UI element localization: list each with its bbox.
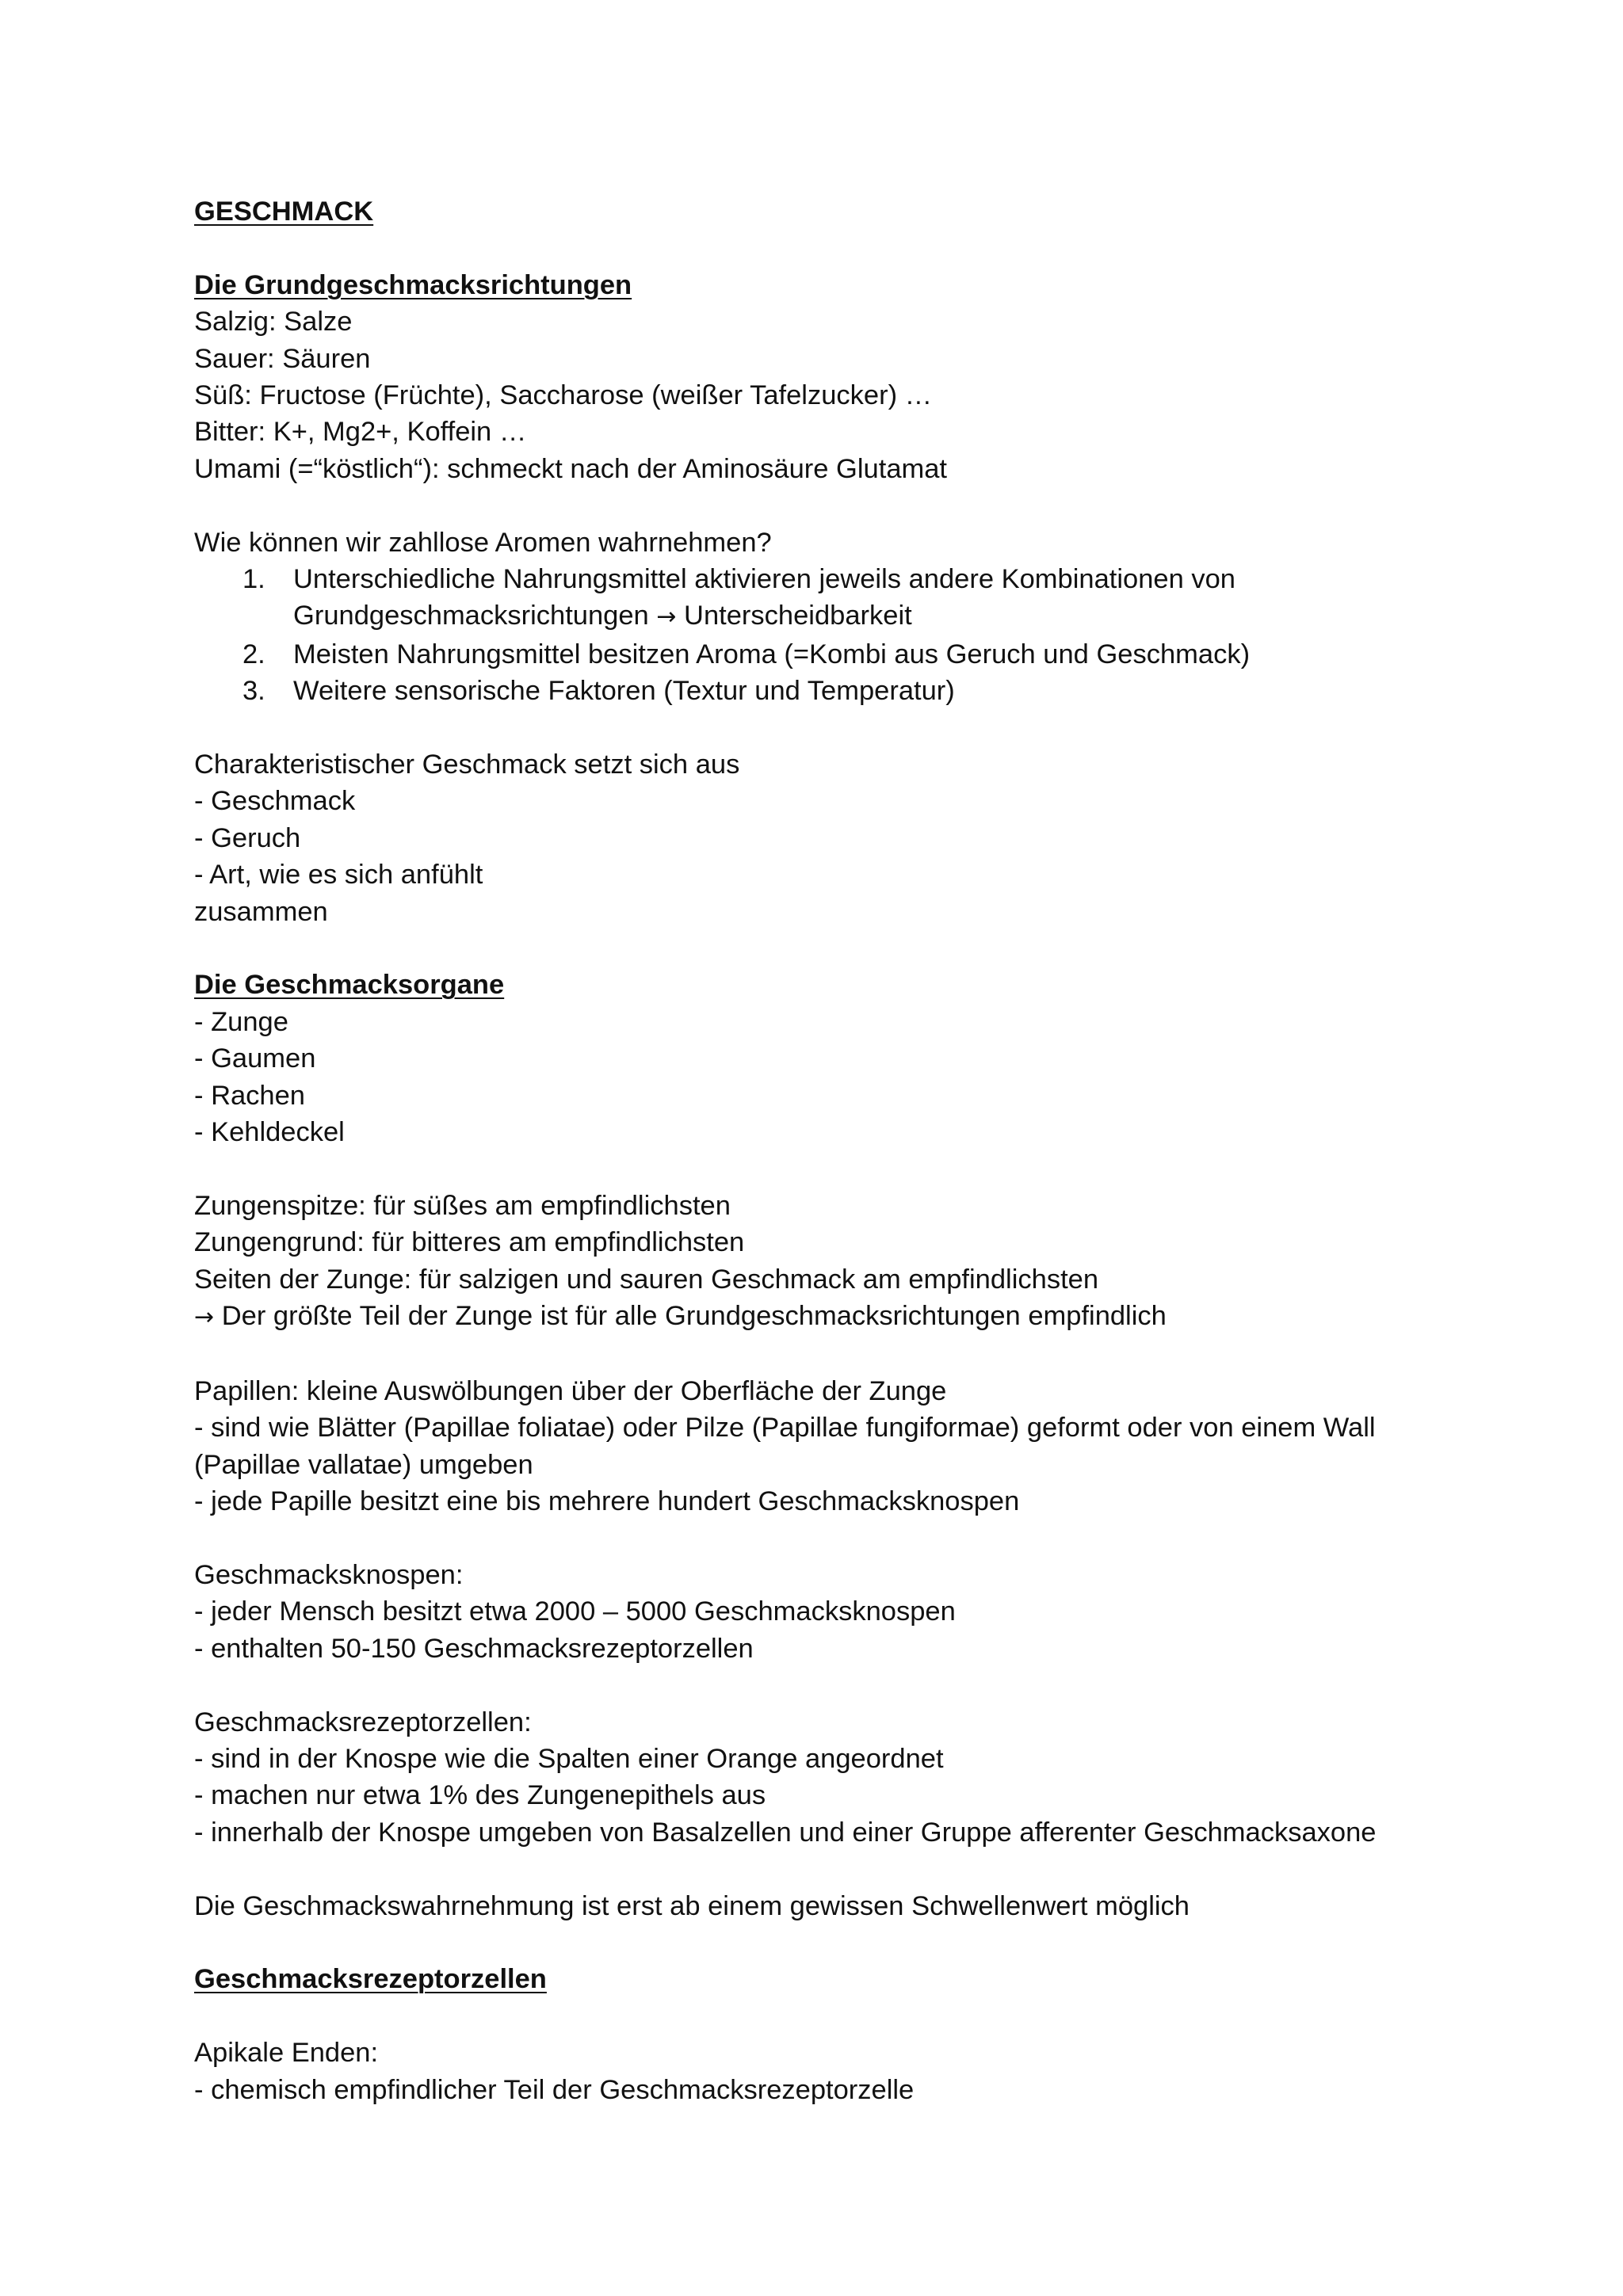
organ-item: - Rachen xyxy=(194,1080,305,1111)
numbered-list xyxy=(194,561,1430,710)
list-item-text: Unterschiedliche Nahrungsmittel aktivieren jeweils andere Kombinationen von Grundgeschmacksrichtungen xyxy=(293,564,1235,631)
spacer xyxy=(194,1337,1430,1373)
list-number: 1. xyxy=(242,564,265,595)
papillae-item: - sind wie Blätter (Papillae foliatae) oder Pilze (Papillae fungiformae) geformt oder von einem Wall (Papillae vallatae) umgeben xyxy=(194,1413,1376,1480)
arrow-right-icon: → xyxy=(656,603,677,631)
tongue-region-line: Seiten der Zunge: für salzigen und sauren Geschmack am empfindlichsten xyxy=(194,1264,1099,1295)
organ-item: - Gaumen xyxy=(194,1043,316,1074)
organ-item: - Zunge xyxy=(194,1006,288,1037)
spacer xyxy=(194,230,1430,266)
question-text: Wie können wir zahllose Aromen wahrnehmen? xyxy=(194,527,772,558)
papillae-intro: Papillen: kleine Auswölbungen über der Oberfläche der Zunge xyxy=(194,1375,947,1406)
receptor-cells-item: - sind in der Knospe wie die Spalten einer Orange angeordnet xyxy=(194,1743,944,1774)
spacer xyxy=(194,1998,1430,2035)
apical-ends-intro: Apikale Enden: xyxy=(194,2038,379,2069)
list-item-text: Weitere sensorische Faktoren (Textur und Temperatur) xyxy=(293,676,955,707)
basic-taste-line: Umami (=“köstlich“): schmeckt nach der Aminosäure Glutamat xyxy=(194,453,948,484)
threshold-text: Die Geschmackswahrnehmung ist erst ab einem gewissen Schwellenwert möglich xyxy=(194,1890,1190,1921)
list-number: 3. xyxy=(242,676,265,707)
spacer xyxy=(194,1851,1430,1887)
tongue-region-line: Zungengrund: für bitteres am empfindlichsten xyxy=(194,1227,745,1258)
characteristic-item: - Geruch xyxy=(194,822,301,853)
document-page xyxy=(194,193,1430,2108)
basic-taste-line: Süß: Fructose (Früchte), Saccharose (weißer Tafelzucker) … xyxy=(194,380,933,411)
tongue-conclusion xyxy=(194,1298,1430,1336)
buds-item: - jeder Mensch besitzt etwa 2000 – 5000 Geschmacksknospen xyxy=(194,1596,956,1627)
section-heading-receptor-cells: Geschmacksrezeptorzellen xyxy=(194,1964,547,1995)
spacer xyxy=(194,1520,1430,1557)
arrow-right-icon: → xyxy=(194,1303,215,1332)
spacer xyxy=(194,487,1430,524)
receptor-cells-item: - machen nur etwa 1% des Zungenepithels aus xyxy=(194,1780,766,1811)
characteristic-item: - Art, wie es sich anfühlt xyxy=(194,860,483,891)
list-item xyxy=(194,561,1403,636)
section-heading-taste-organs: Die Geschmacksorgane xyxy=(194,970,505,1001)
spacer xyxy=(194,710,1430,746)
basic-taste-line: Salzig: Salze xyxy=(194,307,353,338)
spacer xyxy=(194,1667,1430,1703)
buds-intro: Geschmacksknospen: xyxy=(194,1559,464,1590)
organ-item: - Kehldeckel xyxy=(194,1117,345,1148)
characteristic-item: - Geschmack xyxy=(194,786,356,817)
characteristic-outro: zusammen xyxy=(194,896,328,927)
spacer xyxy=(194,1151,1430,1188)
list-item xyxy=(194,673,1403,709)
basic-taste-line: Bitter: K+, Mg2+, Koffein … xyxy=(194,417,527,448)
list-item xyxy=(194,636,1403,673)
receptor-cells-item: - innerhalb der Knospe umgeben von Basalzellen und einer Gruppe afferenter Geschmacksaxone xyxy=(194,1817,1377,1848)
apical-ends-item: - chemisch empfindlicher Teil der Geschmacksrezeptorzelle xyxy=(194,2074,915,2105)
papillae-item: - jede Papille besitzt eine bis mehrere hundert Geschmacksknospen xyxy=(194,1486,1020,1517)
characteristic-intro: Charakteristischer Geschmack setzt sich aus xyxy=(194,749,740,780)
list-item-text: Meisten Nahrungsmittel besitzen Aroma (=Kombi aus Geruch und Geschmack) xyxy=(293,639,1251,669)
page-title: GESCHMACK xyxy=(194,196,374,227)
spacer xyxy=(194,930,1430,967)
buds-item: - enthalten 50-150 Geschmacksrezeptorzellen xyxy=(194,1633,754,1664)
list-item-text-continued: Unterscheidbarkeit xyxy=(676,601,912,631)
basic-taste-line: Sauer: Säuren xyxy=(194,343,371,374)
list-number: 2. xyxy=(242,639,265,669)
spacer xyxy=(194,1924,1430,1961)
section-heading-basic-tastes: Die Grundgeschmacksrichtungen xyxy=(194,269,632,300)
receptor-cells-intro: Geschmacksrezeptorzellen: xyxy=(194,1707,532,1737)
tongue-region-line: Zungenspitze: für süßes am empfindlichsten xyxy=(194,1190,731,1221)
tongue-conclusion-text: Der größte Teil der Zunge ist für alle Grundgeschmacksrichtungen empfindlich xyxy=(214,1301,1167,1332)
